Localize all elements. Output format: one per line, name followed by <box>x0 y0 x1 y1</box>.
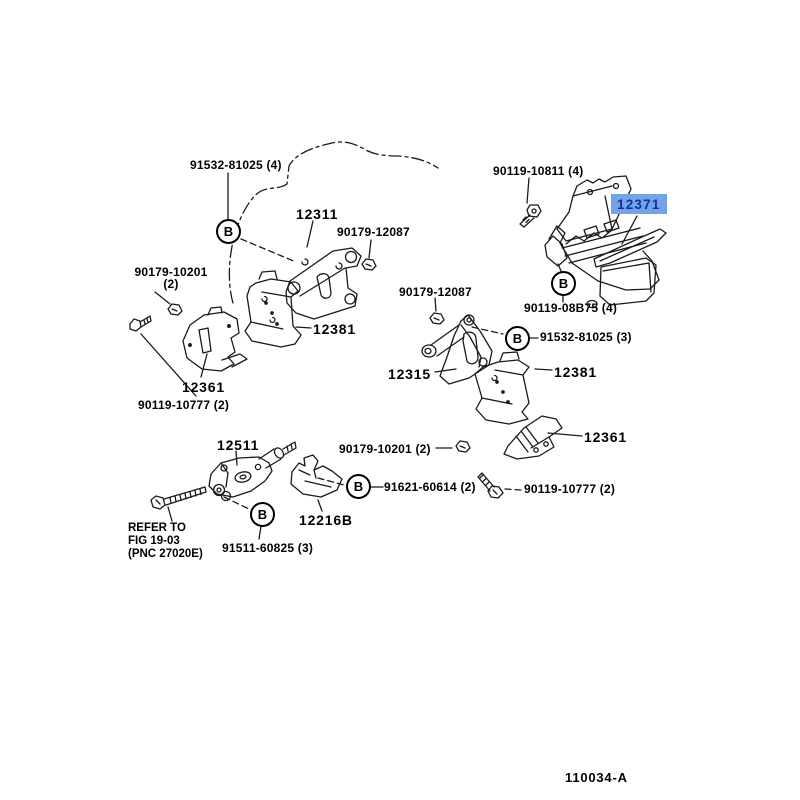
label-nut-90179-10201-bottom[interactable]: 90179-10201 (2) <box>339 442 431 456</box>
part-12216b-drawing <box>291 455 342 497</box>
label-bolt-90119-08b75-4[interactable]: 90119-08B75 (4) <box>524 301 618 315</box>
label-part-12315[interactable]: 12315 <box>388 366 431 382</box>
label-bolt-90119-10777-right[interactable]: 90119-10777 (2) <box>524 482 616 496</box>
callout-b-3: B <box>505 326 530 351</box>
label-part-12381-right[interactable]: 12381 <box>554 364 597 380</box>
label-part-12361-left[interactable]: 12361 <box>182 379 225 395</box>
label-line: (2) <box>163 277 179 291</box>
refer-note-line: (PNC 27020E) <box>128 548 203 560</box>
callout-b-2: B <box>551 271 576 296</box>
part-12381-right-drawing <box>475 352 529 424</box>
nut-icon-12087-mid <box>430 313 444 324</box>
callout-b-5: B <box>250 502 275 527</box>
label-bolt-91511-60825-3[interactable]: 91511-60825 (3) <box>222 541 314 555</box>
refer-note <box>128 522 203 561</box>
label-bolt-90119-10811-4[interactable]: 90119-10811 (4) <box>493 164 584 178</box>
label-part-12511[interactable]: 12511 <box>217 437 260 453</box>
label-nut-90179-10201-left[interactable] <box>133 266 209 290</box>
label-bolt-91621-60614-2[interactable]: 91621-60614 (2) <box>384 480 476 494</box>
figure-code: 110034-A <box>565 770 628 785</box>
label-part-12361-right[interactable]: 12361 <box>584 429 627 445</box>
nut-icon-10201-bottom <box>456 441 470 452</box>
label-line: 90179-10201 <box>134 265 208 279</box>
part-12361-left-drawing <box>183 307 247 371</box>
part-12315-drawing <box>422 315 492 384</box>
callout-b-4: B <box>346 474 371 499</box>
label-part-12371-highlighted[interactable]: 12371 <box>611 194 667 214</box>
refer-note-line: FIG 19-03 <box>128 535 180 547</box>
bolt-icon-10777-left <box>130 316 151 331</box>
label-bolt-90119-10777-left[interactable]: 90119-10777 (2) <box>138 398 230 412</box>
nut-icon-12087-top <box>362 259 376 270</box>
label-part-12381-left[interactable]: 12381 <box>313 321 356 337</box>
nut-icon-10201-left <box>168 304 182 315</box>
refer-note-line: REFER TO <box>128 522 186 534</box>
label-nut-90179-12087-mid[interactable]: 90179-12087 <box>399 285 472 299</box>
bolt-icon-10777-right <box>478 473 503 498</box>
part-12311-drawing <box>286 248 361 319</box>
label-nut-90179-12087-top[interactable]: 90179-12087 <box>337 225 410 239</box>
label-part-12216b[interactable]: 12216B <box>299 512 353 528</box>
label-part-12311[interactable]: 12311 <box>296 206 339 222</box>
callout-b-1: B <box>216 219 241 244</box>
bolt-icon-91511-long <box>151 487 206 509</box>
bolt-icon-10811 <box>520 205 541 227</box>
label-bolt-91532-81025-4[interactable]: 91532-81025 (4) <box>190 158 282 172</box>
label-bolt-91532-81025-3[interactable]: 91532-81025 (3) <box>540 330 632 344</box>
